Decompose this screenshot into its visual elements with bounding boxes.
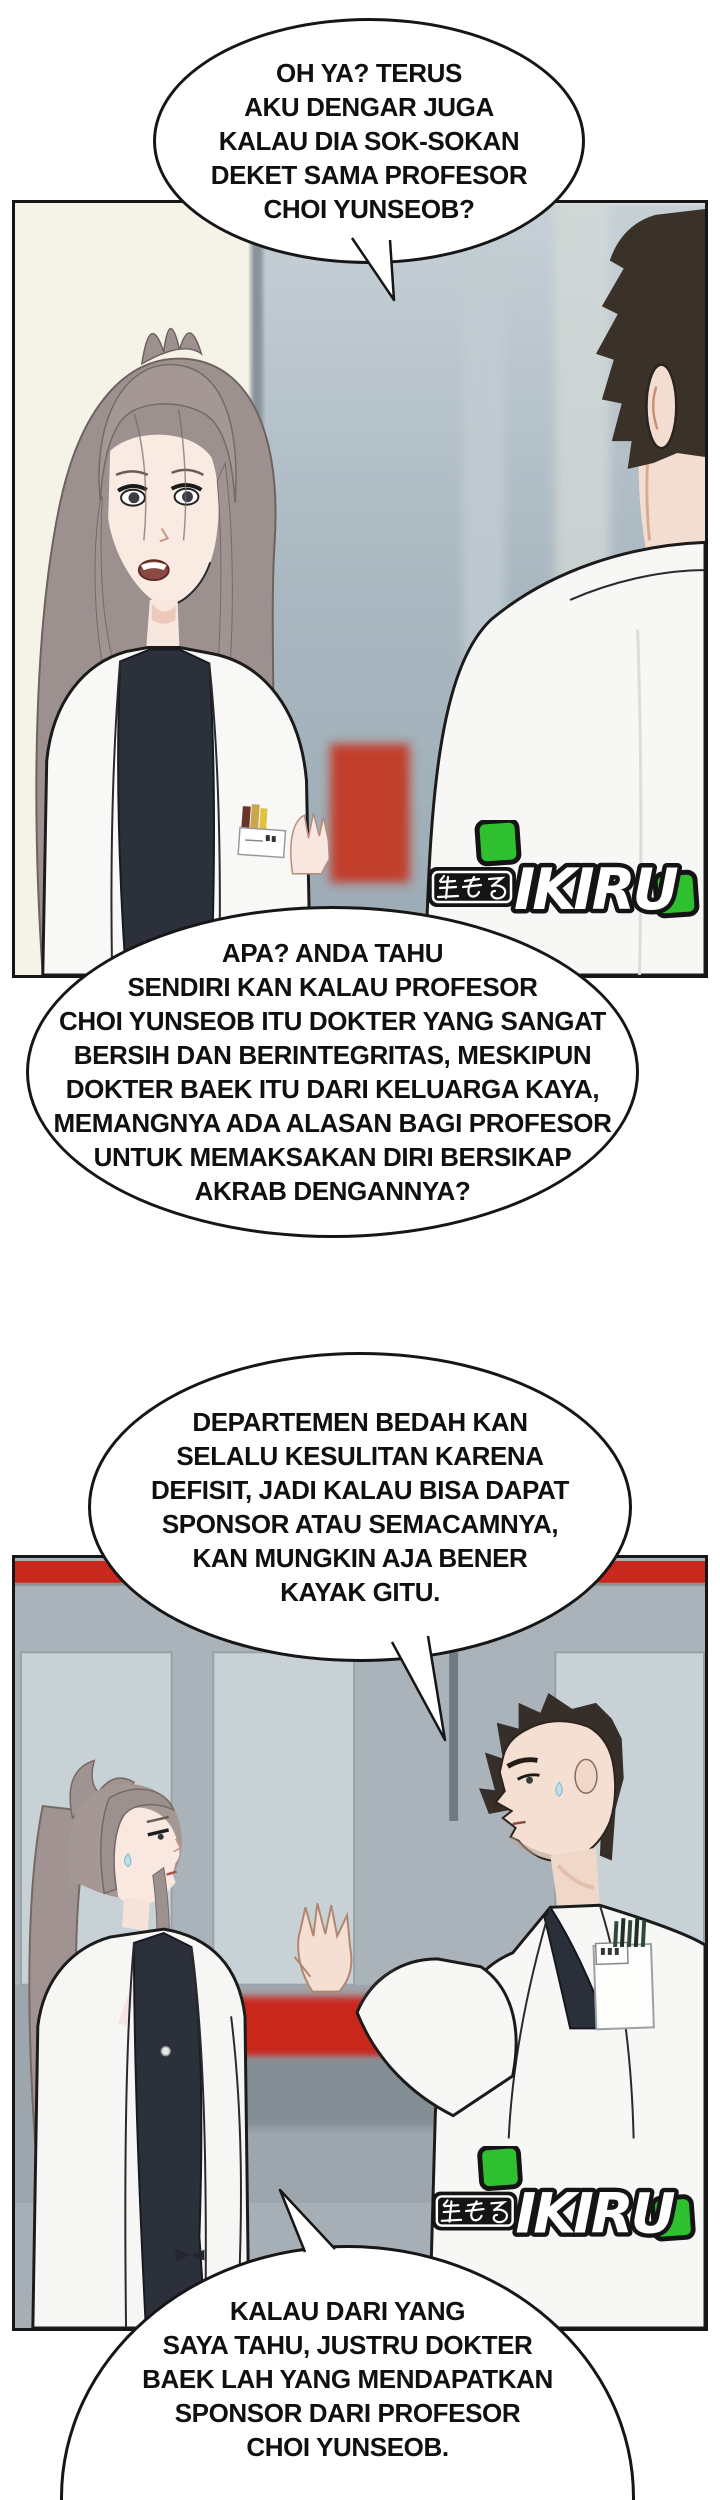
- speech-bubble-1: [153, 18, 585, 264]
- woman-name-badge: [238, 828, 285, 858]
- ikiru-wordmark: IKIRU: [515, 2182, 673, 2245]
- bubble-text-line: BERSIH DAN BERINTEGRITAS, MESKIPUN: [73, 1040, 592, 1070]
- bubble-text-line: DOKTER BAEK ITU DARI KELUARGA KAYA,: [65, 1074, 600, 1104]
- ikiru-watermark-logo: [432, 2146, 704, 2245]
- bubble-text-line: KAYAK GITU.: [280, 1577, 440, 1607]
- bubble-text-line: SAYA TAHU, JUSTRU DOKTER: [162, 2330, 533, 2360]
- man-ear: [575, 1759, 597, 1793]
- window-frame-bar: [449, 1652, 458, 1821]
- bubble-text-line: BAEK LAH YANG MENDAPATKAN: [142, 2364, 553, 2394]
- bubble-text-line: SENDIRI KAN KALAU PROFESOR: [127, 972, 538, 1002]
- bubble-text-line: DEFISIT, JADI KALAU BISA DAPAT: [151, 1475, 569, 1505]
- bubble-text-line: CHOI YUNSEOB.: [246, 2432, 449, 2462]
- bubble-text-line: AKU DENGAR JUGA: [244, 92, 494, 122]
- bubble-text-line: KAN MUNGKIN AJA BENER: [192, 1543, 528, 1573]
- woman-shirt: [134, 1933, 205, 2328]
- bubble-text-line: CHOI YUNSEOB ITU DOKTER YANG SANGAT: [59, 1006, 606, 1036]
- bubble-text-line: UNTUK MEMAKSAKAN DIRI BERSIKAP: [93, 1142, 572, 1172]
- man-ear: [647, 365, 677, 448]
- bubble-text-line: AKRAB DENGANNYA?: [194, 1176, 471, 1206]
- button: [161, 2047, 170, 2056]
- bubble-text-line: KALAU DARI YANG: [229, 2296, 466, 2326]
- bubble-text-line: SELALU KESULITAN KARENA: [176, 1441, 544, 1471]
- ikiru-logo-art: [428, 820, 708, 922]
- speech-bubble-3: [88, 1352, 632, 1662]
- speech-bubble-2: [26, 906, 639, 1238]
- red-sign-blur: [330, 744, 409, 883]
- bubble-text-line: SPONSOR ATAU SEMACAMNYA,: [161, 1509, 559, 1539]
- green-square-icon: [477, 820, 520, 864]
- bubble-text-line: SPONSOR DARI PROFESOR: [174, 2398, 521, 2428]
- bubble-text-line: DEPARTEMEN BEDAH KAN: [192, 1407, 528, 1437]
- bubble-text-line: CHOI YUNSEOB?: [263, 194, 475, 224]
- bubble-text-line: APA? ANDA TAHU: [221, 938, 444, 968]
- bubble-text-line: MEMANGNYA ADA ALASAN BAGI PROFESOR: [53, 1108, 612, 1138]
- ikiru-wordmark: IKIRU: [514, 857, 676, 922]
- green-square-icon: [479, 2146, 521, 2189]
- ikiru-logo-art: [432, 2146, 704, 2245]
- bubble-text-line: DEKET SAMA PROFESOR: [210, 160, 528, 190]
- bubble-text-line: OH YA? TERUS: [276, 58, 462, 88]
- ikiru-watermark-logo: [428, 820, 708, 922]
- bubble-text-line: KALAU DIA SOK-SOKAN: [218, 126, 520, 156]
